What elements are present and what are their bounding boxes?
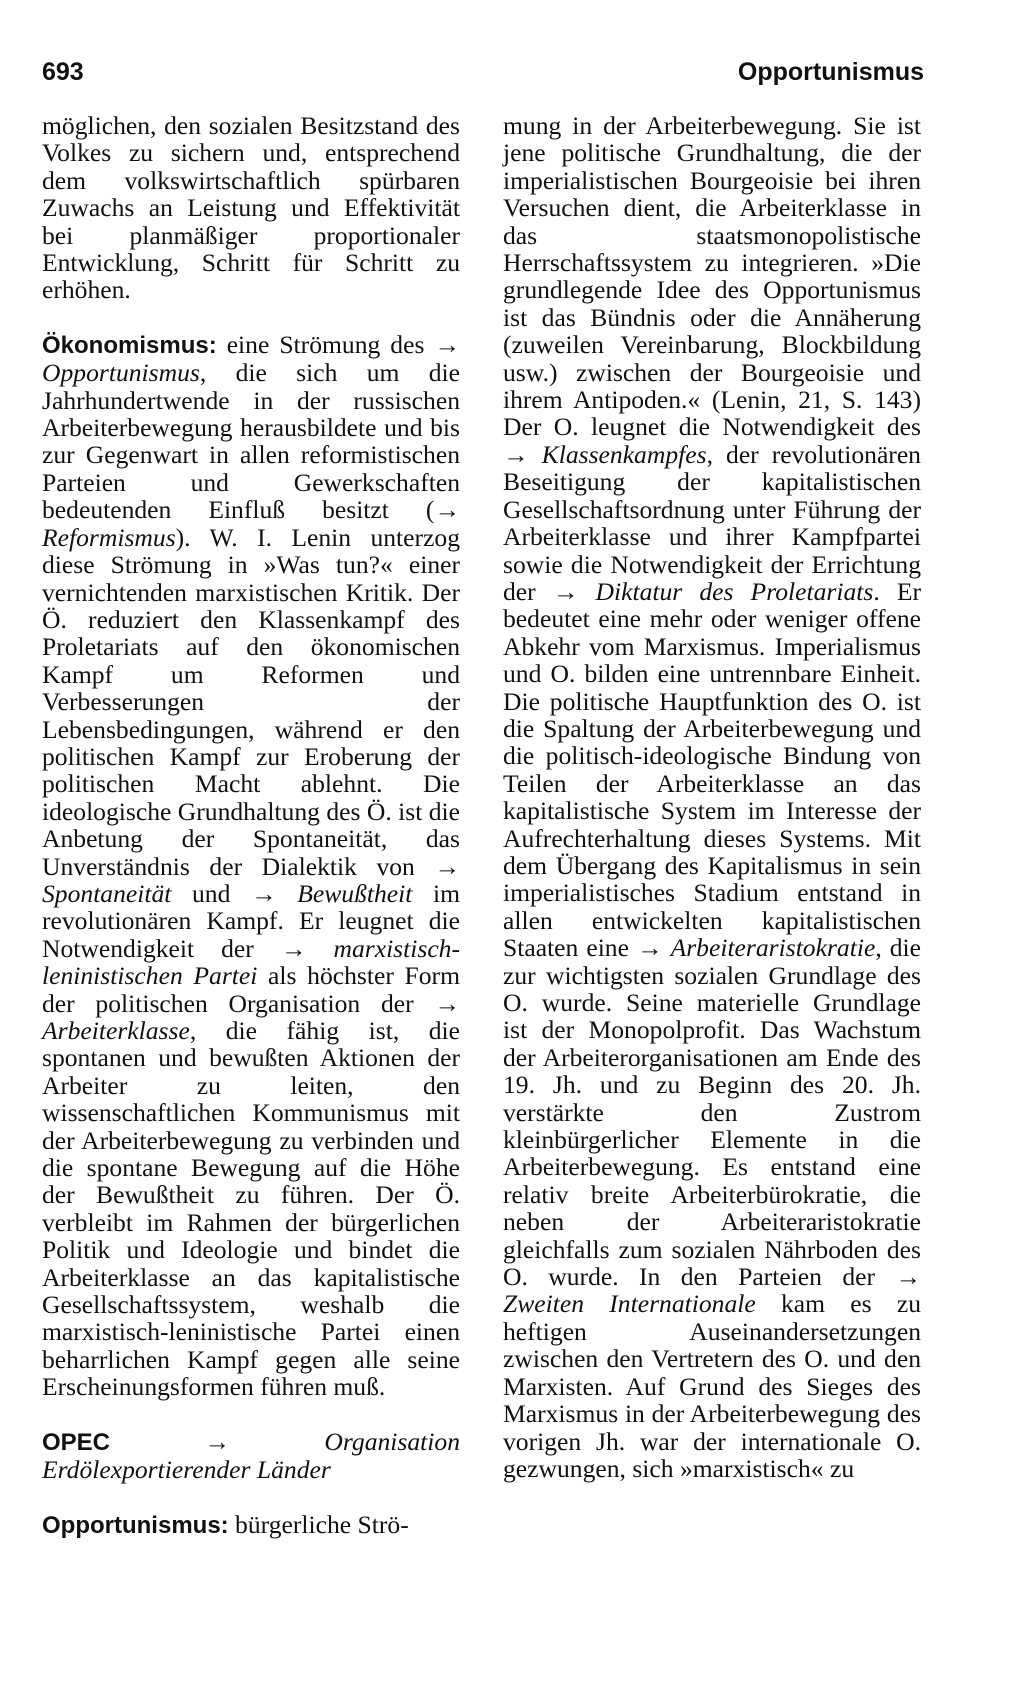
cross-reference-arrow: → — [434, 329, 460, 359]
entry-text: und — [171, 878, 251, 908]
page-header — [42, 58, 924, 87]
cross-reference-arrow: → — [434, 495, 460, 525]
entry-opportunismus — [42, 1511, 460, 1539]
page-number: 693 — [42, 58, 84, 86]
cross-reference-zweite-internationale[interactable]: Zweiten Internationale — [503, 1289, 756, 1319]
cross-reference-arrow: → — [552, 576, 579, 606]
cross-reference-arrow: → — [895, 1262, 921, 1292]
cross-reference-arrow: → — [280, 933, 307, 963]
entry-text: kam es zu heftigen Auseinandersetzungen zwischen den Vertretern des O. und den Marxisten. Auf Grund des Sieges des Marxismus in der Arbeiterbewegung des vorigen Jh. war der internationale O. gezwungen, sich »marxistisch« zu — [503, 1289, 921, 1483]
entry-text: , die zur wichtigsten sozialen Grundlage des O. wurde. Seine materielle Grundlage ist der Monopolprofit. Das Wachstum der Arbeiterorganisationen am Ende des 19. Jh. und zu Beginn des 20. Jh. verstärkte den Zustrom kleinbürgerlicher Elemente in die Arbeiterbewegung. Es entstand eine relativ breite Arbeiterbürokratie, die neben der Arbeiteraristokratie gleichfalls zum sozialen Nährboden des O. wurde. In den Parteien der — [503, 933, 921, 1292]
entry-text: im revolutionären Kampf. Er leugnet die Notwendigkeit der — [42, 878, 460, 963]
cross-reference-arrow: → — [636, 933, 663, 963]
entry-text: , der revolutionären Beseitigung der kapitalistischen Gesellschaftsordnung unter Führung der Arbeiterklasse und ihrer Kampfpartei sowie die Notwendigkeit der Errichtung der — [503, 439, 921, 606]
entry-text: mung in der Arbeiterbewegung. Sie ist jene politische Grundhaltung, die der imperialistischen Bourgeoisie bei ihren Versuchen dient, die Arbeiterklasse in das staatsmonopolistische Herrschaftssystem zu integrieren. »Die grundlegende Idee des Opportunismus ist das Bündnis oder die Annäherung (zuweilen Vereinbarung, Blockbildung usw.) zwischen der Bourgeoisie und ihrem Antipoden.« (Lenin, 21, S. 143) Der O. leugnet die Notwendigkeit des — [503, 111, 921, 442]
cross-reference-arrow: → — [434, 851, 460, 881]
entry-text: bürgerliche Strö- — [228, 1509, 409, 1539]
cross-reference-opportunismus[interactable]: Opportunismus — [42, 358, 200, 388]
entry-term-opec: OPEC — [42, 1428, 111, 1456]
entry-opportunismus-continued — [503, 112, 921, 1482]
left-column — [42, 112, 460, 1539]
entry-oekonomismus — [42, 331, 460, 1401]
cross-reference-partei[interactable]: marxistisch-leninistischen Partei — [42, 933, 461, 991]
entry-text: , die sich um die Jahrhundertwende in der russischen Arbeiterbewegung herausbildete und bis zur Gegenwart in allen reformistischen Parteien und Gewerkschaften bedeutenden Einfluß besitzt ( — [42, 358, 460, 525]
cross-reference-spontaneitaet[interactable]: Spontaneität — [42, 878, 172, 908]
cross-reference-bewusstheit[interactable]: Bewußtheit — [297, 878, 413, 908]
cross-reference-arbeiteraristokratie[interactable]: Arbeiteraristokratie — [670, 933, 876, 963]
cross-reference-diktatur[interactable]: Diktatur des Proletariats — [595, 576, 874, 606]
entry-term-opportunismus: Opportunismus: — [42, 1511, 229, 1539]
cross-reference-arrow: → — [204, 1426, 231, 1456]
cross-reference-arrow: → — [434, 988, 460, 1018]
entry-text: ). W. I. Lenin unterzog diese Strömung in »Was tun?« einer vernichtenden marxistischen Kritik. Der Ö. reduziert den Klassenkampf des Proletariats auf den ökonomischen Kampf um Reformen und Verbesserungen der Lebensbedingungen, während er den politischen Kampf zur Eroberung der politischen Macht ablehnt. Die ideologische Grundhaltung des Ö. ist die Anbetung der Spontaneität, das Unverständnis der Dialektik von — [42, 522, 460, 881]
right-column — [503, 112, 921, 1482]
entry-text: , die fähig ist, die spontanen und bewußten Aktionen der Arbeiter zu leiten, den wissenschaftlichen Kommunismus mit der Arbeiterbewegung zu verbinden und die spontane Bewegung auf die Höhe der Bewußtheit zu führen. Der Ö. verbleibt im Rahmen der bürgerlichen Politik und Ideologie und bindet die Arbeiterklasse an das kapitalistische Gesellschaftssystem, weshalb die marxistisch-leninistische Partei einen beharrlichen Kampf gegen alle seine Erscheinungsformen führen muß. — [42, 1016, 460, 1402]
cross-reference-reformismus[interactable]: Reformismus — [42, 522, 176, 552]
cross-reference-klassenkampf[interactable]: Klassenkampfes — [541, 439, 707, 469]
cross-reference-opec[interactable]: Organisation Erdölexportierender Länder — [42, 1426, 460, 1485]
cross-reference-arbeiterklasse[interactable]: Arbeiterklasse — [42, 1016, 190, 1045]
cross-reference-arrow: → — [251, 878, 277, 908]
entry-text: eine Strömung des — [216, 329, 435, 359]
entry-text: . Er bedeutet eine mehr oder weniger offene Abkehr vom Marxismus. Imperialismus und O. bilden eine untrennbare Einheit. Die politische Hauptfunktion des O. ist die Spaltung der Arbeiterbewegung und die politisch-ideologische Bindung von Teilen der Arbeiterklasse an das kapitalistische System im Interesse der Aufrechterhaltung dieses Systems. Mit dem Übergang des Kapitalismus in sein imperialistisches Stadium entstand in allen entwickelten kapitalistischen Staaten eine — [503, 576, 921, 963]
entry-term-oekonomismus: Ökonomismus: — [42, 331, 217, 359]
entry-continuation: möglichen, den sozialen Besitzstand des Volkes zu sichern und, entsprechend dem volkswirtschaftlich spürbaren Zuwachs an Leistung und Effektivität bei planmäßiger proportionaler Entwicklung, Schritt für Schritt zu erhöhen. — [42, 111, 460, 305]
entry-text: als höchster Form der politischen Organisation der — [42, 961, 460, 1018]
running-title: Opportunismus — [737, 58, 924, 86]
entry-opec — [42, 1428, 460, 1484]
cross-reference-arrow: → — [503, 439, 529, 469]
